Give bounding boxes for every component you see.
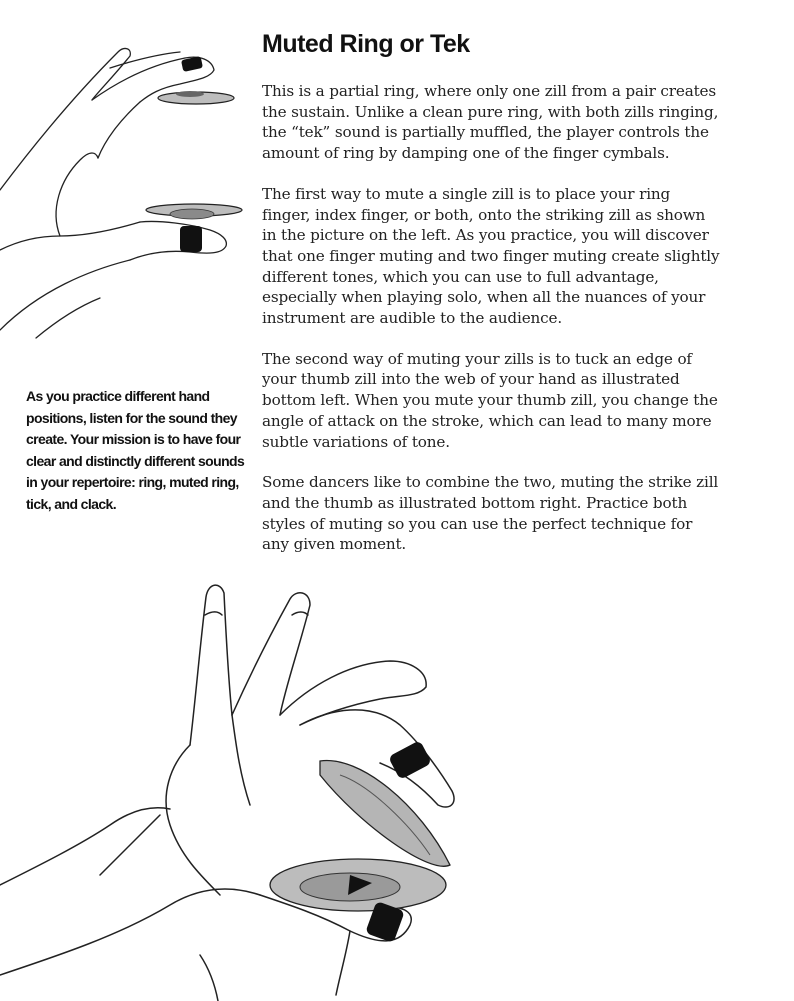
- hand-muting-zills-illustration-bottom: [0, 575, 560, 1001]
- paragraph-intro: This is a partial ring, where only one zill from a pair creates the sustain. Unlike a clean pure ring, with both zills ringing, the “tek” sound is partially muffled, the player controls the amount of ring by damping one of the finger cymbals.: [262, 82, 719, 163]
- paragraph-second-way: The second way of muting your zills is to tuck an edge of your thumb zill into the web of your hand as illustrated bottom left. When you mute your thumb zill, you change the angle of attack on the stroke, which can lead to many more subtle variations of tone.: [262, 349, 718, 451]
- hand-with-zills-illustration-top: [0, 40, 250, 340]
- paragraph-first-way: The first way to mute a single zill is to place your ring finger, index finger, or both, onto the striking zill as shown in the picture on the left. As you practice, you will discover that one finger muting and two finger muting create slightly different tones, which you can use to full advantage, especially when playing solo, when all the nuances of your instrument are audible to the audience.: [262, 184, 720, 328]
- page-title: Muted Ring or Tek: [262, 30, 470, 58]
- paragraph-combine: Some dancers like to combine the two, muting the strike zill and the thumb as illustrated bottom right. Practice both styles of muting so you can use the perfect technique for any given moment.: [262, 473, 719, 554]
- body-text: [262, 81, 722, 575]
- sidebar-note: As you practice different hand positions, listen for the sound they create. Your mission is to have four clear and distinctly different sounds in your repertoire: ring, muted ring, tick, and clack.: [26, 388, 245, 512]
